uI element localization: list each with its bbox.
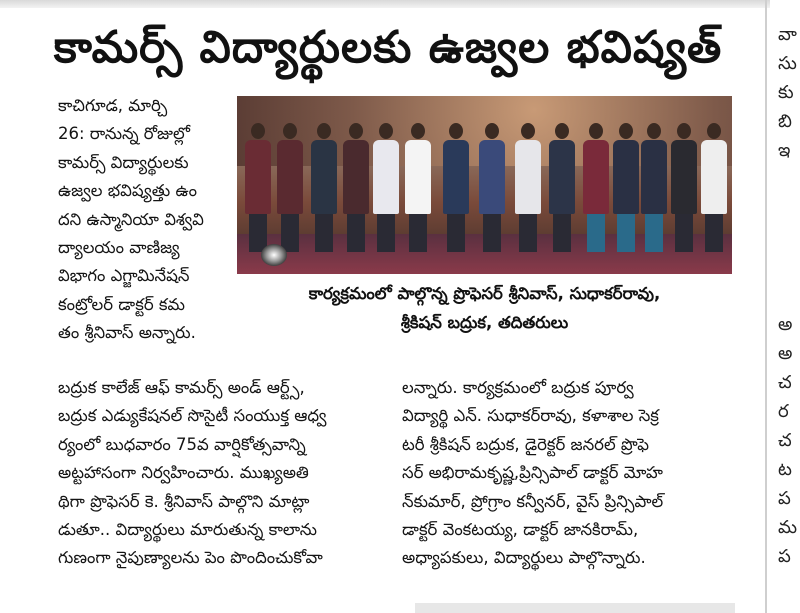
text-line: థిగా ప్రొఫెసర్ కె. శ్రీనివాస్ పాల్గొని మాట్లా <box>58 491 310 511</box>
text-line: అధ్యాపకులు, విద్యార్థులు పాల్గొన్నారు. <box>402 548 646 568</box>
text-line: 26: రానున్న రోజుల్లో <box>58 124 190 144</box>
adjacent-column-char: అ <box>778 314 793 335</box>
adjacent-column-char: బి <box>778 111 792 132</box>
text-line: న్‌కుమార్, ప్రోగ్రాం కన్వీనర్, వైస్ ప్రిన్సిపాల్ <box>402 491 664 511</box>
adjacent-column-char <box>778 223 800 252</box>
text-line: ఉజ్వల భవిష్యత్తు ఉం <box>58 181 198 201</box>
text-line: ద్యాలయం వాణిజ్య <box>58 238 180 258</box>
adjacent-column-char: చ <box>778 372 792 393</box>
paragraph-1 <box>58 92 230 348</box>
column-rule <box>765 0 767 613</box>
adjacent-column <box>778 20 800 580</box>
adjacent-column-char: ప <box>778 546 791 567</box>
adjacent-column-char <box>778 165 800 194</box>
adjacent-column-char: ట <box>778 459 792 480</box>
adjacent-column-char <box>778 194 800 223</box>
text-line: లన్నారు. కార్యక్రమంలో బద్రుక పూర్వ <box>402 378 634 397</box>
adjacent-column-char: ర <box>778 401 789 422</box>
text-line: కామర్స్ విద్యార్థులకు <box>58 152 189 172</box>
caption-line: శ్రీకిషన్ బద్రుక, తదితరులు <box>400 312 569 332</box>
text-line: అట్టహాసంగా నిర్వహించారు. ముఖ్యఅతి <box>58 463 309 483</box>
text-line: సర్ అభిరామకృష్ణ,ప్రిన్సిపాల్ డాక్టర్ మోహ <box>402 463 663 483</box>
text-line: కాచిగూడ, మార్చి <box>58 96 168 115</box>
text-line: కంట్రోలర్ డాక్టర్ కమ <box>58 294 185 314</box>
text-line: దని ఉస్మానియా విశ్వవి <box>58 209 204 229</box>
photo-caption <box>237 280 732 337</box>
paragraph-3 <box>402 374 747 573</box>
adjacent-column-char <box>778 281 800 310</box>
caption-line: కార్యక్రమంలో పాల్గొన్న ప్రొఫెసర్ శ్రీనివాస్, సుధాకర్‌రావు, <box>308 284 661 303</box>
adjacent-column-char: అ <box>778 343 793 364</box>
event-photo <box>237 96 732 274</box>
adjacent-column-char: మ <box>778 517 798 538</box>
text-line: ర్యంలో బుధవారం 75వ వార్షికోత్సవాన్ని <box>58 434 306 454</box>
adjacent-column-char: సు <box>778 53 797 74</box>
adjacent-column-char: వా <box>778 24 797 45</box>
text-line: బద్రుక కాలేజ్ ఆఫ్ కామర్స్ అండ్ ఆర్ట్స్, <box>58 378 305 397</box>
adjacent-column-char: కు <box>778 82 794 103</box>
text-line: గుణంగా నైపుణ్యాలను పెం పొందించుకోవా <box>58 548 323 568</box>
text-line: తం శ్రీనివాస్ అన్నారు. <box>58 323 196 343</box>
adjacent-column-char: ప <box>778 488 791 509</box>
text-line: డుతూ.. విద్యార్థులు మారుతున్న కాలాను <box>58 520 317 540</box>
stage-lamp <box>261 244 287 266</box>
text-line: విద్యార్థి ఎన్. సుధాకర్‌రావు, కళాశాల సెక్ర <box>402 406 659 426</box>
text-line: డాక్టర్ వెంకటయ్య, డాక్టర్ జానకిరామ్, <box>402 520 639 540</box>
text-line: విభాగం ఎగ్జామినేషన్ <box>58 266 190 286</box>
paragraph-2 <box>58 374 383 573</box>
adjacent-column-char: చ <box>778 430 792 451</box>
headline: కామర్స్ విద్యార్థులకు ఉజ్వల భవిష్యత్ <box>53 22 723 73</box>
text-line: బద్రుక ఎడ్యుకేషనల్ సొసైటీ సంయుక్త ఆధ్వ <box>58 406 327 426</box>
adjacent-column-char: ఇ <box>778 140 791 161</box>
bottom-strip <box>415 603 735 613</box>
top-strip <box>0 0 770 8</box>
adjacent-column-char <box>778 252 800 281</box>
text-line: టరీ శ్రీకిషన్ బద్రుక, డైరెక్టర్ జనరల్ ప్రొఫె <box>402 434 650 454</box>
